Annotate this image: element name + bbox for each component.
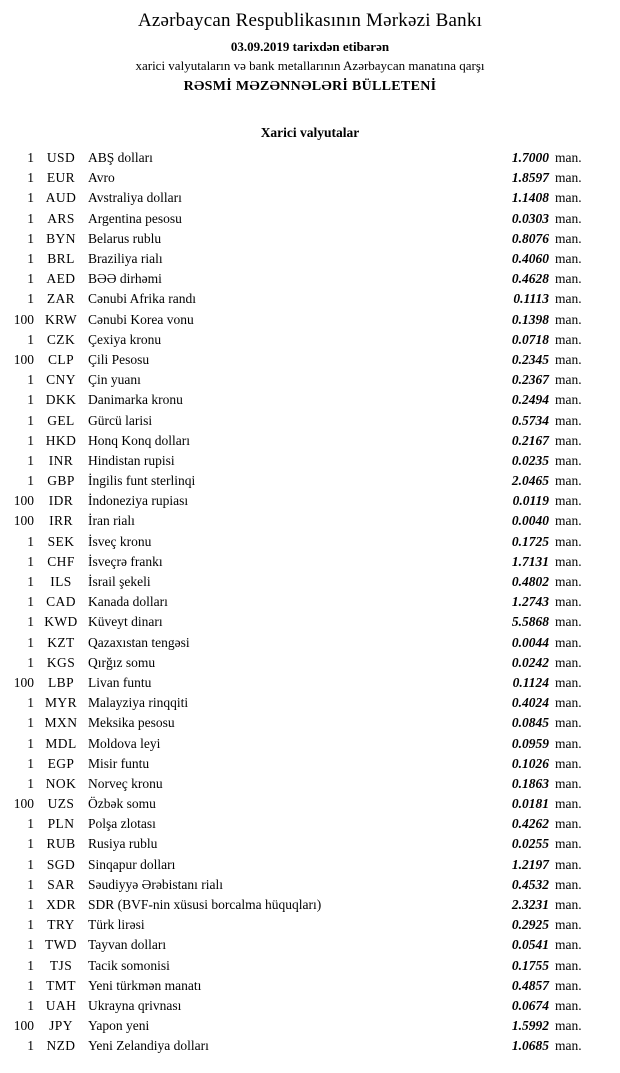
currency-quantity: 1	[27, 876, 34, 892]
currency-name: Yeni türkmən manatı	[88, 977, 202, 993]
rate-unit-label: man.	[555, 917, 582, 933]
currency-rate: 5.5868	[511, 614, 549, 630]
currency-quantity: 1	[27, 1038, 34, 1054]
currency-quantity: 1	[27, 937, 34, 953]
currency-code: TRY	[47, 917, 75, 933]
currency-rate: 0.1124	[512, 674, 549, 690]
currency-quantity: 1	[27, 331, 34, 347]
currency-code: IRR	[49, 513, 73, 529]
currency-quantity: 1	[27, 210, 34, 226]
currency-code: DKK	[45, 392, 77, 408]
rate-unit-label: man.	[555, 574, 582, 590]
currency-name: Yeni Zelandiya dolları	[88, 1038, 209, 1054]
currency-quantity: 100	[13, 674, 34, 690]
currency-name: Türk lirəsi	[88, 917, 145, 933]
rate-unit-label: man.	[555, 150, 582, 166]
rate-unit-label: man.	[555, 432, 582, 448]
effective-date-line: 03.09.2019 tarixdən etibarən	[230, 39, 390, 54]
currency-code: ARS	[47, 210, 75, 226]
currency-name: Səudiyyə Ərəbistanı rialı	[88, 876, 223, 892]
currency-name: Cənubi Afrika randı	[88, 291, 196, 307]
rate-unit-label: man.	[555, 897, 582, 913]
table-row	[8, 915, 593, 935]
section-title-foreign-currencies: Xarici valyutalar	[260, 125, 360, 140]
currency-rate: 0.0235	[511, 452, 549, 468]
currency-rate: 0.0718	[511, 331, 549, 347]
currency-rate: 0.4857	[511, 977, 549, 993]
currency-name: Ukrayna qrivnası	[88, 997, 182, 1013]
table-row	[8, 511, 593, 531]
currency-name: Avstraliya dolları	[88, 190, 182, 206]
currency-quantity: 1	[27, 654, 34, 670]
table-row	[8, 552, 593, 572]
currency-rate: 0.4060	[511, 251, 549, 267]
currency-rate: 0.4262	[511, 816, 549, 832]
table-row	[8, 451, 593, 471]
currency-code: BRL	[47, 251, 75, 267]
currency-code: MXN	[44, 715, 78, 731]
currency-code: UZS	[47, 796, 75, 812]
rate-unit-label: man.	[555, 553, 582, 569]
rate-unit-label: man.	[555, 695, 582, 711]
currency-code: KRW	[45, 311, 77, 327]
currency-code: MYR	[45, 695, 77, 711]
table-row	[8, 410, 593, 430]
currency-name: Yapon yeni	[88, 1018, 150, 1034]
rate-unit-label: man.	[555, 816, 582, 832]
currency-rate: 0.0040	[511, 513, 549, 529]
currency-rate: 2.0465	[511, 473, 549, 489]
currency-code: UAH	[45, 997, 77, 1013]
currency-name: Qırğız somu	[88, 654, 156, 670]
rate-unit-label: man.	[555, 775, 582, 791]
currency-code: ZAR	[46, 291, 76, 307]
currency-code: GEL	[47, 412, 75, 428]
currency-rate: 0.1026	[511, 755, 549, 771]
currency-quantity: 1	[27, 715, 34, 731]
currency-name: Belarus rublu	[88, 230, 162, 246]
table-row	[8, 814, 593, 834]
currency-quantity: 1	[27, 230, 34, 246]
currency-quantity: 1	[27, 775, 34, 791]
table-row	[8, 390, 593, 410]
currency-name: İran rialı	[88, 513, 135, 529]
rate-unit-label: man.	[555, 351, 582, 367]
rate-unit-label: man.	[555, 533, 582, 549]
table-row	[8, 330, 593, 350]
currency-code: CNY	[46, 372, 76, 388]
rate-unit-label: man.	[555, 977, 582, 993]
bank-title: Azərbaycan Respublikasının Mərkəzi Bankı	[137, 10, 483, 31]
table-row	[8, 1016, 593, 1036]
currency-code: EUR	[46, 170, 76, 186]
rate-unit-label: man.	[555, 937, 582, 953]
currency-quantity: 1	[27, 816, 34, 832]
currency-name: Braziliya rialı	[88, 251, 163, 267]
bulletin-title: RƏSMİ MƏZƏNNƏLƏRİ BÜLLETENİ	[183, 79, 437, 94]
table-row	[8, 491, 593, 511]
currency-rate: 0.0541	[511, 937, 549, 953]
currency-quantity: 1	[27, 432, 34, 448]
table-row	[8, 370, 593, 390]
rate-unit-label: man.	[555, 412, 582, 428]
rate-unit-label: man.	[555, 331, 582, 347]
currency-rate: 1.2743	[511, 594, 549, 610]
rate-unit-label: man.	[555, 392, 582, 408]
rate-unit-label: man.	[555, 836, 582, 852]
currency-code: IDR	[48, 493, 74, 509]
rate-unit-label: man.	[555, 674, 582, 690]
rate-unit-label: man.	[555, 473, 582, 489]
rate-unit-label: man.	[555, 291, 582, 307]
currency-code: MDL	[45, 735, 77, 751]
rate-unit-label: man.	[555, 876, 582, 892]
currency-name: Çexiya kronu	[88, 331, 162, 347]
currency-code: NOK	[45, 775, 77, 791]
table-row	[8, 855, 593, 875]
currency-name: Polşa zlotası	[88, 816, 156, 832]
table-row	[8, 249, 593, 269]
currency-quantity: 1	[27, 553, 34, 569]
currency-quantity: 1	[27, 614, 34, 630]
currency-rate: 0.2494	[511, 392, 549, 408]
currency-quantity: 1	[27, 271, 34, 287]
currency-name: Küveyt dinarı	[88, 614, 163, 630]
currency-name: Gürcü larisi	[88, 412, 153, 428]
currency-rate: 0.2345	[511, 351, 549, 367]
currency-quantity: 1	[27, 735, 34, 751]
currency-rate: 1.0685	[511, 1038, 549, 1054]
table-row	[8, 148, 593, 168]
currency-code: JPY	[49, 1018, 73, 1034]
rate-unit-label: man.	[555, 614, 582, 630]
currency-rate: 0.1725	[511, 533, 549, 549]
currency-quantity: 100	[13, 796, 34, 812]
currency-code: CAD	[46, 594, 76, 610]
rate-unit-label: man.	[555, 210, 582, 226]
bulletin-header	[0, 10, 620, 95]
currency-name: Hindistan rupisi	[88, 452, 175, 468]
table-row	[8, 532, 593, 552]
currency-rate: 0.0303	[511, 210, 549, 226]
currency-name: SDR (BVF-nin xüsusi borcalma hüquqları)	[88, 897, 322, 913]
currency-rate: 1.8597	[511, 170, 549, 186]
currency-quantity: 1	[27, 977, 34, 993]
currency-rate: 0.5734	[511, 412, 549, 428]
rate-unit-label: man.	[555, 957, 582, 973]
currency-rate: 0.0255	[511, 836, 549, 852]
currency-code: KZT	[47, 634, 75, 650]
currency-rate: 0.0119	[512, 493, 549, 509]
currency-quantity: 1	[27, 695, 34, 711]
currency-quantity: 100	[13, 493, 34, 509]
currency-name: Rusiya rublu	[88, 836, 158, 852]
currency-quantity: 1	[27, 957, 34, 973]
currency-rate: 0.0242	[511, 654, 549, 670]
currency-quantity: 1	[27, 251, 34, 267]
currency-quantity: 1	[27, 533, 34, 549]
currency-rate: 0.4802	[511, 574, 549, 590]
bulletin-subtitle: xarici valyutaların və bank metallarının Azərbaycan manatına qarşı	[135, 58, 485, 73]
currency-name: Danimarka kronu	[88, 392, 183, 408]
table-row	[8, 188, 593, 208]
currency-code: EGP	[47, 755, 75, 771]
currency-rate: 0.0181	[511, 796, 549, 812]
rate-unit-label: man.	[555, 190, 582, 206]
currency-name: Sinqapur dolları	[88, 856, 176, 872]
currency-name: İsrail şekeli	[88, 574, 151, 590]
currency-code: GBP	[47, 473, 75, 489]
currency-name: İsveçrə frankı	[88, 553, 163, 569]
currency-name: BƏƏ dirhəmi	[88, 271, 162, 287]
currency-code: USD	[46, 150, 76, 166]
currency-table	[0, 146, 620, 1056]
currency-code: SEK	[47, 533, 75, 549]
currency-name: Qazaxıstan tengəsi	[88, 634, 190, 650]
currency-name: Kanada dolları	[88, 594, 168, 610]
rate-unit-label: man.	[555, 372, 582, 388]
currency-rate: 0.0674	[511, 997, 549, 1013]
currency-name: Livan funtu	[88, 674, 152, 690]
currency-name: İsveç kronu	[88, 533, 152, 549]
currency-code: TMT	[46, 977, 76, 993]
table-row	[8, 693, 593, 713]
table-row	[8, 1036, 593, 1056]
currency-quantity: 100	[13, 513, 34, 529]
rate-unit-label: man.	[555, 271, 582, 287]
currency-quantity: 1	[27, 856, 34, 872]
currency-rate: 0.0959	[511, 735, 549, 751]
rate-unit-label: man.	[555, 452, 582, 468]
currency-rate: 1.7000	[511, 150, 549, 166]
currency-rate: 0.4628	[511, 271, 549, 287]
rate-unit-label: man.	[555, 170, 582, 186]
currency-quantity: 1	[27, 150, 34, 166]
currency-name: Argentina pesosu	[88, 210, 182, 226]
currency-rate: 0.1863	[511, 775, 549, 791]
currency-name: Tacik somonisi	[88, 957, 170, 973]
table-row	[8, 834, 593, 854]
table-row	[8, 935, 593, 955]
table-row	[8, 229, 593, 249]
currency-quantity: 1	[27, 412, 34, 428]
currency-name: Meksika pesosu	[88, 715, 175, 731]
currency-rate: 1.2197	[511, 856, 549, 872]
currency-name: Honq Konq dolları	[88, 432, 190, 448]
currency-code: TWD	[45, 937, 77, 953]
table-row	[8, 168, 593, 188]
currency-name: Moldova leyi	[88, 735, 161, 751]
currency-rate: 0.8076	[511, 230, 549, 246]
currency-quantity: 1	[27, 291, 34, 307]
currency-rate: 0.1398	[511, 311, 549, 327]
currency-quantity: 1	[27, 574, 34, 590]
currency-quantity: 1	[27, 634, 34, 650]
rate-unit-label: man.	[555, 634, 582, 650]
currency-code: CLP	[48, 351, 74, 367]
table-row	[8, 471, 593, 491]
currency-name: Malayziya rinqqiti	[88, 695, 189, 711]
table-row	[8, 713, 593, 733]
rate-unit-label: man.	[555, 311, 582, 327]
currency-quantity: 100	[13, 311, 34, 327]
table-row	[8, 875, 593, 895]
table-row	[8, 733, 593, 753]
currency-code: KWD	[44, 614, 78, 630]
table-row	[8, 612, 593, 632]
currency-quantity: 1	[27, 997, 34, 1013]
rate-unit-label: man.	[555, 1038, 582, 1054]
currency-code: TJS	[49, 957, 73, 973]
table-row	[8, 209, 593, 229]
table-row	[8, 895, 593, 915]
currency-code: PLN	[47, 816, 75, 832]
rate-unit-label: man.	[555, 856, 582, 872]
currency-quantity: 1	[27, 755, 34, 771]
currency-quantity: 1	[27, 594, 34, 610]
currency-rate: 0.0044	[511, 634, 549, 650]
currency-name: ABŞ dolları	[88, 150, 153, 166]
currency-rate: 0.1755	[511, 957, 549, 973]
table-row	[8, 289, 593, 309]
currency-code: BYN	[46, 230, 76, 246]
currency-code: INR	[48, 452, 74, 468]
currency-code: AUD	[45, 190, 77, 206]
rate-unit-label: man.	[555, 796, 582, 812]
currency-name: Avro	[88, 170, 115, 186]
rate-unit-label: man.	[555, 755, 582, 771]
table-row	[8, 976, 593, 996]
currency-code: CZK	[46, 331, 76, 347]
rate-unit-label: man.	[555, 594, 582, 610]
rate-unit-label: man.	[555, 735, 582, 751]
currency-rate: 2.3231	[511, 897, 549, 913]
currency-code: CHF	[47, 553, 75, 569]
currency-rate: 1.1408	[511, 190, 549, 206]
table-row	[8, 673, 593, 693]
currency-name: Misir funtu	[88, 755, 150, 771]
currency-quantity: 1	[27, 836, 34, 852]
currency-code: ILS	[50, 574, 72, 590]
currency-code: NZD	[46, 1038, 76, 1054]
table-row	[8, 269, 593, 289]
rate-unit-label: man.	[555, 997, 582, 1013]
currency-quantity: 1	[27, 190, 34, 206]
currency-rate: 0.2925	[511, 917, 549, 933]
rate-unit-label: man.	[555, 715, 582, 731]
currency-code: KGS	[46, 654, 76, 670]
rate-unit-label: man.	[555, 513, 582, 529]
currency-quantity: 1	[27, 452, 34, 468]
currency-name: İndoneziya rupiası	[88, 493, 189, 509]
currency-name: Özbək somu	[88, 796, 156, 812]
currency-rate: 1.7131	[511, 553, 549, 569]
table-row	[8, 996, 593, 1016]
currency-name: İngilis funt sterlinqi	[88, 473, 196, 489]
table-row	[8, 956, 593, 976]
currency-name: Tayvan dolları	[88, 937, 167, 953]
currency-quantity: 1	[27, 372, 34, 388]
rate-unit-label: man.	[555, 493, 582, 509]
rate-unit-label: man.	[555, 230, 582, 246]
rate-unit-label: man.	[555, 654, 582, 670]
table-row	[8, 794, 593, 814]
currency-quantity: 1	[27, 392, 34, 408]
rate-unit-label: man.	[555, 251, 582, 267]
currency-quantity: 1	[27, 917, 34, 933]
currency-name: Cənubi Korea vonu	[88, 311, 194, 327]
table-row	[8, 592, 593, 612]
currency-rate: 0.4532	[511, 876, 549, 892]
currency-name: Çin yuanı	[88, 372, 141, 388]
currency-quantity: 100	[13, 1018, 34, 1034]
currency-rate: 0.2167	[511, 432, 549, 448]
currency-code: AED	[46, 271, 76, 287]
currency-quantity: 1	[27, 170, 34, 186]
currency-quantity: 1	[27, 897, 34, 913]
currency-code: HKD	[45, 432, 77, 448]
table-row	[8, 653, 593, 673]
currency-rate: 0.2367	[511, 372, 549, 388]
currency-code: LBP	[48, 674, 74, 690]
rate-unit-label: man.	[555, 1018, 582, 1034]
currency-name: Çili Pesosu	[88, 351, 150, 367]
currency-code: SAR	[47, 876, 75, 892]
table-row	[8, 310, 593, 330]
currency-rate: 0.0845	[511, 715, 549, 731]
table-row	[8, 774, 593, 794]
currency-code: SGD	[46, 856, 76, 872]
table-row	[8, 633, 593, 653]
currency-code: RUB	[46, 836, 76, 852]
table-row	[8, 350, 593, 370]
currency-rate: 1.5992	[511, 1018, 549, 1034]
table-row	[8, 754, 593, 774]
currency-rate: 0.4024	[511, 695, 549, 711]
currency-rate: 0.1113	[513, 291, 549, 307]
currency-quantity: 100	[13, 351, 34, 367]
currency-name: Norveç kronu	[88, 775, 163, 791]
table-row	[8, 431, 593, 451]
currency-quantity: 1	[27, 473, 34, 489]
table-row	[8, 572, 593, 592]
currency-code: XDR	[46, 897, 76, 913]
